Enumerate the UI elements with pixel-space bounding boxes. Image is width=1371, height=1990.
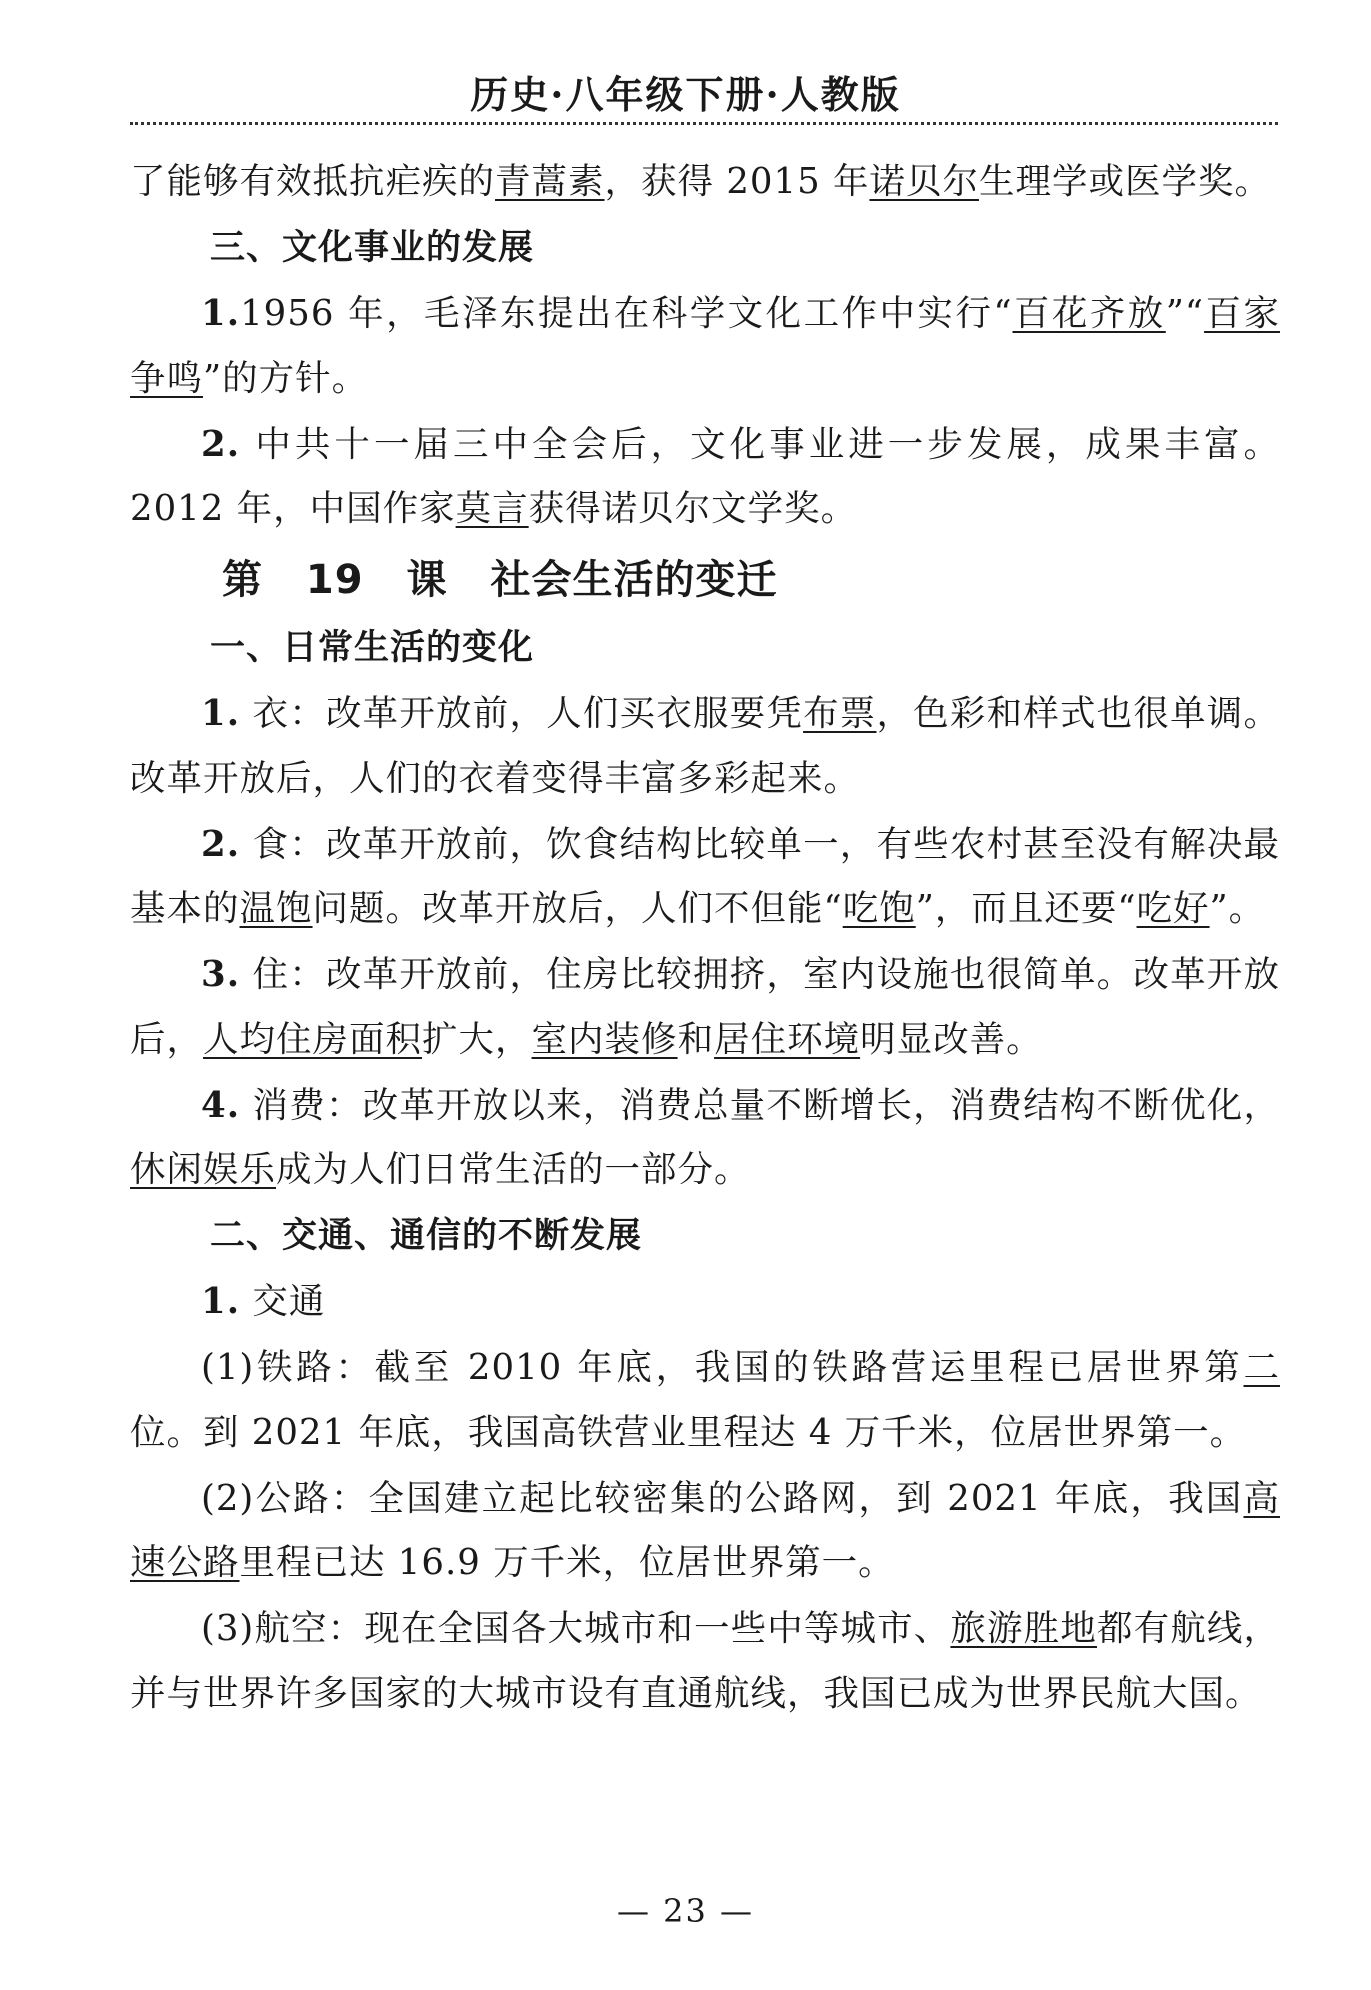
key-term: 青蒿素 (495, 161, 605, 202)
key-term: 休闲娱乐 (130, 1149, 277, 1190)
text-run: 生理学或医学奖。 (978, 161, 1271, 202)
text-run: 第 19 课 社会生活的变迁 (222, 556, 778, 603)
key-term: 莫言 (455, 488, 529, 529)
header-dotted-rule (130, 122, 1278, 125)
text-run: ”，而且还要“ (915, 888, 1137, 929)
text-run: 消费：改革开放以来，消费总量不断增长，消费结构不断优化， (240, 1084, 1280, 1126)
text-run: 了能够有效抵抗疟疾的 (130, 161, 496, 202)
key-term: 旅游胜地 (950, 1608, 1097, 1649)
text-run: 一、日常生活的变化 (210, 628, 535, 668)
text-run: (1)铁路：截至 2010 年底，我国的铁路营运里程已居世界第 (201, 1347, 1244, 1388)
section-heading (130, 1204, 1280, 1269)
text-run: (2)公路：全国建立起比较密集的公路网，到 2021 年底，我国 (201, 1477, 1244, 1519)
paragraph (130, 1336, 1280, 1465)
text-run: 问题。改革开放后，人们不但能“ (312, 888, 843, 929)
text-run: ，获得 2015 年 (604, 161, 870, 202)
key-term: 吃饱 (842, 888, 916, 929)
text-run: 衣：改革开放前，人们买衣服要凭 (240, 693, 804, 734)
paragraph (130, 1074, 1280, 1203)
key-term: 温饱 (239, 888, 313, 929)
item-number: 2. (201, 823, 241, 865)
text-run: 1956 年，毛泽东提出在科学文化工作中实行“ (240, 293, 1013, 334)
section-heading (130, 216, 1280, 281)
text-run: ”的方针。 (203, 357, 369, 399)
paragraph (130, 282, 1280, 411)
key-term: 人均住房面积 (203, 1018, 423, 1060)
text-run: 三、文化事业的发展 (210, 228, 535, 268)
key-term: 高速公路 (130, 1477, 1280, 1583)
page-number: — 23 — (616, 1892, 755, 1930)
key-term: 室内装修 (531, 1018, 678, 1060)
item-number: 3. (201, 954, 241, 995)
key-term: 百花齐放 (1012, 293, 1166, 334)
text-run: 和 (677, 1018, 715, 1060)
text-run: 交通 (240, 1281, 326, 1322)
text-run: 明显改善。 (860, 1018, 1043, 1060)
item-number: 1. (201, 693, 241, 734)
text-run: 扩大， (422, 1018, 532, 1060)
paragraph (130, 1270, 1280, 1335)
text-run: 二、交通、通信的不断发展 (210, 1216, 643, 1256)
text-run: 住：改革开放前，住房比较拥挤，室内设施也很简单。改革开放后， (130, 954, 1280, 1060)
paragraph (130, 150, 1280, 215)
key-term: 居住环境 (714, 1018, 861, 1060)
paragraph (130, 682, 1280, 811)
text-run: 都有航线，并与世界许多国家的大城市设有直通航线，我国已成为世界民航大国。 (130, 1608, 1280, 1714)
text-run: 获得诺贝尔文学奖。 (528, 488, 858, 529)
item-number: 4. (201, 1084, 241, 1126)
page-body (130, 150, 1280, 1728)
text-run: 食：改革开放前，饮食结构比较单一，有些农村甚至没有解决最基本的 (130, 823, 1280, 929)
key-term: 吃好 (1136, 888, 1210, 929)
paragraph (130, 943, 1280, 1072)
paragraph (130, 1467, 1280, 1596)
text-run: ”“ (1165, 293, 1205, 334)
text-run: ，色彩和样式也很单调。改革开放后，人们的衣着变得丰富多彩起来。 (130, 693, 1280, 799)
key-term: 诺贝尔 (869, 161, 979, 202)
key-term: 布票 (803, 693, 877, 734)
item-number: 1. (201, 293, 241, 334)
paragraph (130, 1597, 1280, 1726)
item-number: 1. (201, 1281, 241, 1322)
text-run: 中共十一届三中全会后，文化事业进一步发展，成果丰富。2012 年，中国作家 (130, 423, 1280, 529)
text-run: ”。 (1209, 888, 1266, 929)
text-run: 成为人们日常生活的一部分。 (276, 1149, 751, 1190)
key-term: 百家争鸣 (130, 293, 1280, 399)
running-header: 历史·八年级下册·人教版 (470, 72, 901, 117)
text-run: 位。到 2021 年底，我国高铁营业里程达 4 万千米，位居世界第一。 (130, 1411, 1247, 1453)
key-term: 二 (1243, 1347, 1280, 1388)
paragraph (130, 813, 1280, 942)
lesson-title (130, 548, 1280, 613)
text-run: 里程已达 16.9 万千米，位居世界第一。 (239, 1542, 895, 1583)
section-heading (130, 616, 1280, 681)
text-run: (3)航空：现在全国各大城市和一些中等城市、 (201, 1608, 951, 1649)
paragraph (130, 413, 1280, 542)
item-number: 2. (201, 423, 241, 465)
